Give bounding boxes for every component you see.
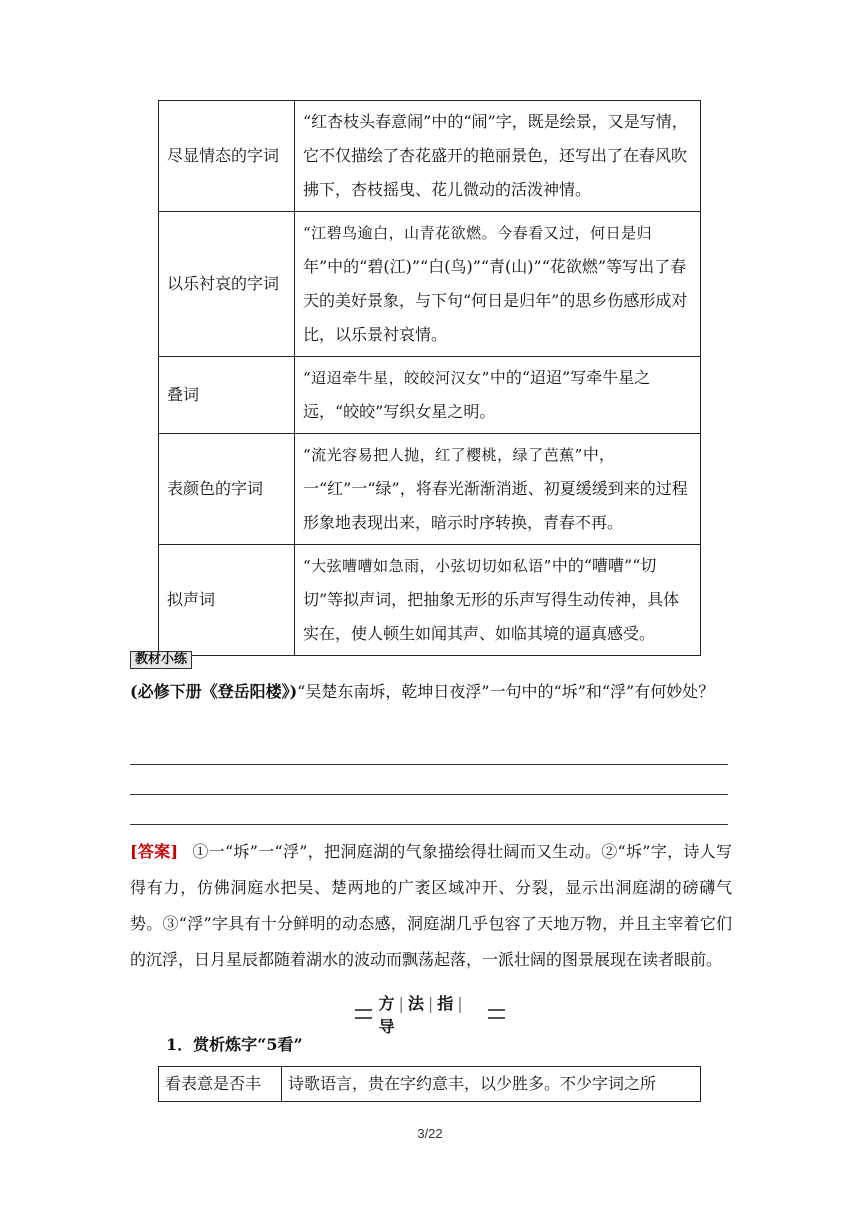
answer-blank-line[interactable] bbox=[130, 764, 728, 765]
sub-heading: 1．赏析炼字“5看” bbox=[166, 1035, 303, 1054]
verse-text: “流光容易把人抛，红了樱桃，绿了芭蕉” bbox=[303, 446, 583, 464]
verse-text: “大弦嘈嘈如急雨，小弦切切如私语” bbox=[303, 557, 552, 575]
word-type-table bbox=[158, 100, 701, 656]
answer-label: [答案] bbox=[130, 842, 179, 861]
exercise-question bbox=[130, 676, 730, 707]
desc-text: 中的“嘈嘈”“切切”等拟声词，把抽象无形的乐声写得生动传神，具体实在，使人顿生如闻其声、如临其境的逼真感受。 bbox=[303, 556, 680, 643]
heading-char: 方 bbox=[378, 994, 397, 1013]
heading-char: 指 bbox=[437, 994, 456, 1013]
answer-blank-line[interactable] bbox=[130, 794, 728, 795]
term-cell: 拟声词 bbox=[159, 545, 295, 656]
table-row bbox=[159, 545, 701, 656]
term-cell: 以乐衬哀的字词 bbox=[159, 212, 295, 357]
section-heading-text: 方 | 法 | 指 |导 bbox=[378, 994, 465, 1036]
table-row bbox=[159, 1067, 701, 1102]
answer-blank-line[interactable] bbox=[130, 824, 728, 825]
table-row bbox=[159, 357, 701, 434]
table-row bbox=[159, 212, 701, 357]
table-row bbox=[159, 434, 701, 545]
desc-cell bbox=[295, 545, 701, 656]
term-cell: 表颜色的字词 bbox=[159, 434, 295, 545]
answer-block bbox=[130, 834, 732, 978]
question-text: “吴楚东南坼，乾坤日夜浮”一句中的“坼”和“浮”有何妙处？ bbox=[297, 682, 715, 701]
heading-decoration-right bbox=[488, 1009, 505, 1019]
heading-char: 法 bbox=[407, 994, 426, 1013]
section-heading bbox=[355, 994, 505, 1036]
tip-key-cell: 看表意是否丰 bbox=[159, 1067, 282, 1102]
tip-value-cell: 诗歌语言，贵在字约意丰，以少胜多。不少字词之所 bbox=[282, 1067, 701, 1102]
desc-text: “红杏枝头春意闹”中的“闹”字，既是绘景，又是写情，它不仅描绘了杏花盛开的艳丽景色，还写出了在春风吹拂下，杏枝摇曳、花儿微动的活泼神情。 bbox=[303, 112, 688, 199]
desc-text: 中，一“红”一“绿”，将春光渐渐消逝、初夏缓缓到来的过程形象地表现出来，暗示时序转换，青春不再。 bbox=[303, 445, 688, 532]
desc-cell bbox=[295, 212, 701, 357]
answer-text: ①一“坼”一“浮”，把洞庭湖的气象描绘得壮阔而又生动。②“坼”字，诗人写得有力，仿佛洞庭水把吴、楚两地的广袤区域冲开、分裂，显示出洞庭湖的磅礴气势。③“浮”字具有十分鲜明的动态感，洞庭湖几乎包容了天地万物，并且主宰着它们的沉浮，日月星辰都随着湖水的波动而飘荡起落，一派壮阔的图景展现在读者眼前。 bbox=[130, 842, 732, 969]
table-row bbox=[159, 101, 701, 212]
desc-text: 中的“迢迢”写牵牛星之远，“皎皎”写织女星之明。 bbox=[303, 368, 651, 421]
heading-char: 导 bbox=[378, 1017, 397, 1036]
desc-cell bbox=[295, 434, 701, 545]
term-cell: 叠词 bbox=[159, 357, 295, 434]
page-number: 3/22 bbox=[417, 1126, 443, 1141]
desc-text: 年”中的“碧(江)”“白(鸟)”“青(山)”“花欲燃”等写出了春天的美好景象，与下句“何日是归年”的思乡伤感形成对比，以乐景衬哀情。 bbox=[303, 257, 688, 344]
tips-table bbox=[158, 1066, 701, 1102]
heading-decoration-left bbox=[355, 1009, 372, 1019]
term-cell: 尽显情态的字词 bbox=[159, 101, 295, 212]
question-source: (必修下册《登岳阳楼》) bbox=[130, 682, 298, 701]
desc-cell bbox=[295, 101, 701, 212]
exercise-tag: 教材小练 bbox=[130, 651, 192, 669]
desc-cell bbox=[295, 357, 701, 434]
verse-text: “江碧鸟逾白，山青花欲燃。今春看又过，何日是归 bbox=[303, 224, 653, 242]
verse-text: “迢迢牵牛星，皎皎河汉女” bbox=[303, 369, 490, 387]
